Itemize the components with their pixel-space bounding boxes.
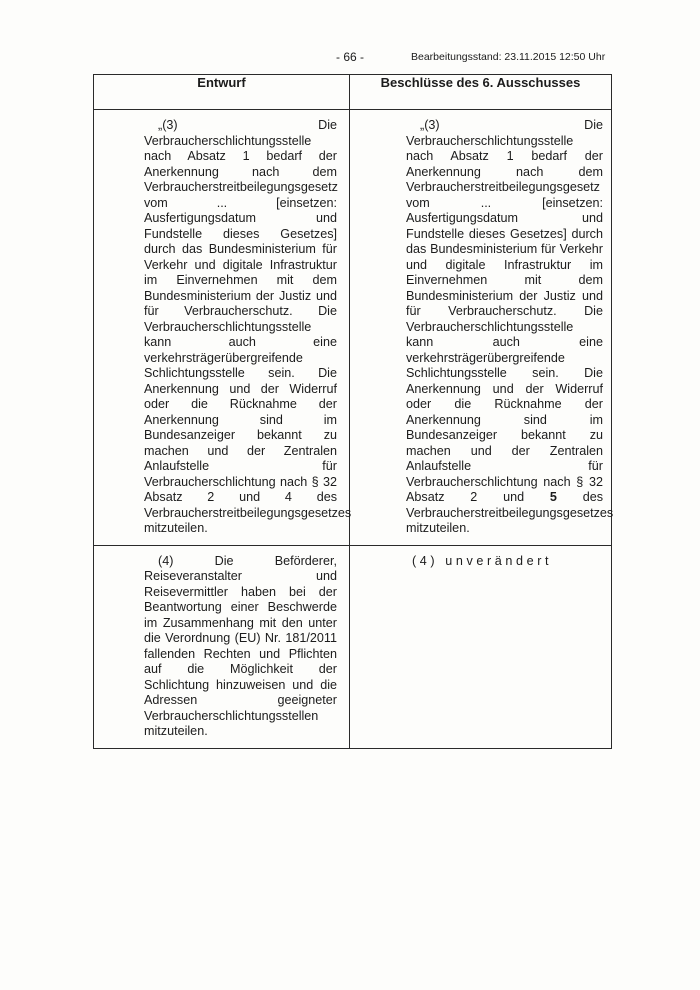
processing-status: Bearbeitungsstand: 23.11.2015 12:50 Uhr — [411, 51, 606, 63]
table-header-row — [94, 75, 612, 110]
draft-paragraph-4: (4) Die Beförderer, Reiseveranstalter und Reisevermittler haben bei der Beantwortung einer Beschwerde im Zusammenhang mit den unter die Verordnung (EU) Nr. 181/2011 fallenden Rechten und Pflichten auf die Möglichkeit der Schlichtung hinzuweisen und die Adressen geeigneter Verbraucherschlichtungsstellen mitzuteilen. — [144, 553, 337, 738]
comparison-table — [93, 74, 612, 749]
committee-paragraph-4-unchanged: (4) unverändert — [412, 553, 553, 568]
table-row — [94, 110, 612, 546]
committee-paragraph-3-text-end: des Verbraucherstreitbeilegungsgesetzes mitzuteilen. — [406, 490, 614, 535]
amended-number: 5 — [549, 490, 557, 504]
column-header-draft: Entwurf — [94, 75, 350, 110]
draft-paragraph-4-cell — [94, 545, 350, 748]
committee-paragraph-4-cell — [350, 545, 612, 748]
draft-paragraph-3-cell — [94, 110, 350, 546]
page-number: - 66 - — [336, 50, 365, 64]
committee-paragraph-3 — [406, 118, 614, 537]
column-header-committee: Beschlüsse des 6. Ausschusses — [350, 75, 612, 110]
draft-paragraph-3: „(3) Die Verbraucherschlichtungsstelle nach Absatz 1 bedarf der Anerkennung nach dem Verbraucherstreitbeilegungsgesetz vom ... [einsetzen: Ausfertigungsdatum und Fundstelle dieses Gesetzes] durch das Bundesministerium für Verkehr und digitale Infrastruktur im Einvernehmen mit dem Bundesministerium der Justiz und für Verbraucherschutz. Die Verbraucherschlichtungsstelle kann auch eine verkehrsträgerübergreifende Schlichtungsstelle sein. Die Anerkennung und der Widerruf oder die Rücknahme der Anerkennung sind im Bundesanzeiger bekannt zu machen und der Zentralen Anlaufstelle für Verbraucherschlichtung nach § 32 Absatz 2 und 4 des Verbraucherstreitbeilegungsgesetzes mitzuteilen. — [144, 118, 352, 535]
committee-paragraph-3-text: „(3) Die Verbraucherschlichtungsstelle nach Absatz 1 bedarf der Anerkennung nach dem Verbraucherstreitbeilegungsgesetz vom ... [einsetzen: Ausfertigungsdatum und Fundstelle dieses Gesetzes] durch das Bundesministerium für Verkehr und digitale Infrastruktur im Einvernehmen mit dem Bundesministerium der Justiz und für Verbraucherschutz. Die Verbraucherschlichtungsstelle kann auch eine verkehrsträgerübergreifende Schlichtungsstelle sein. Die Anerkennung und der Widerruf oder die Rücknahme der Anerkennung sind im Bundesanzeiger bekannt zu machen und der Zentralen Anlaufstelle für Verbraucherschlichtung nach § 32 Absatz 2 und — [406, 118, 603, 504]
committee-paragraph-3-cell — [350, 110, 612, 546]
table-row — [94, 545, 612, 748]
page-header — [0, 50, 700, 66]
